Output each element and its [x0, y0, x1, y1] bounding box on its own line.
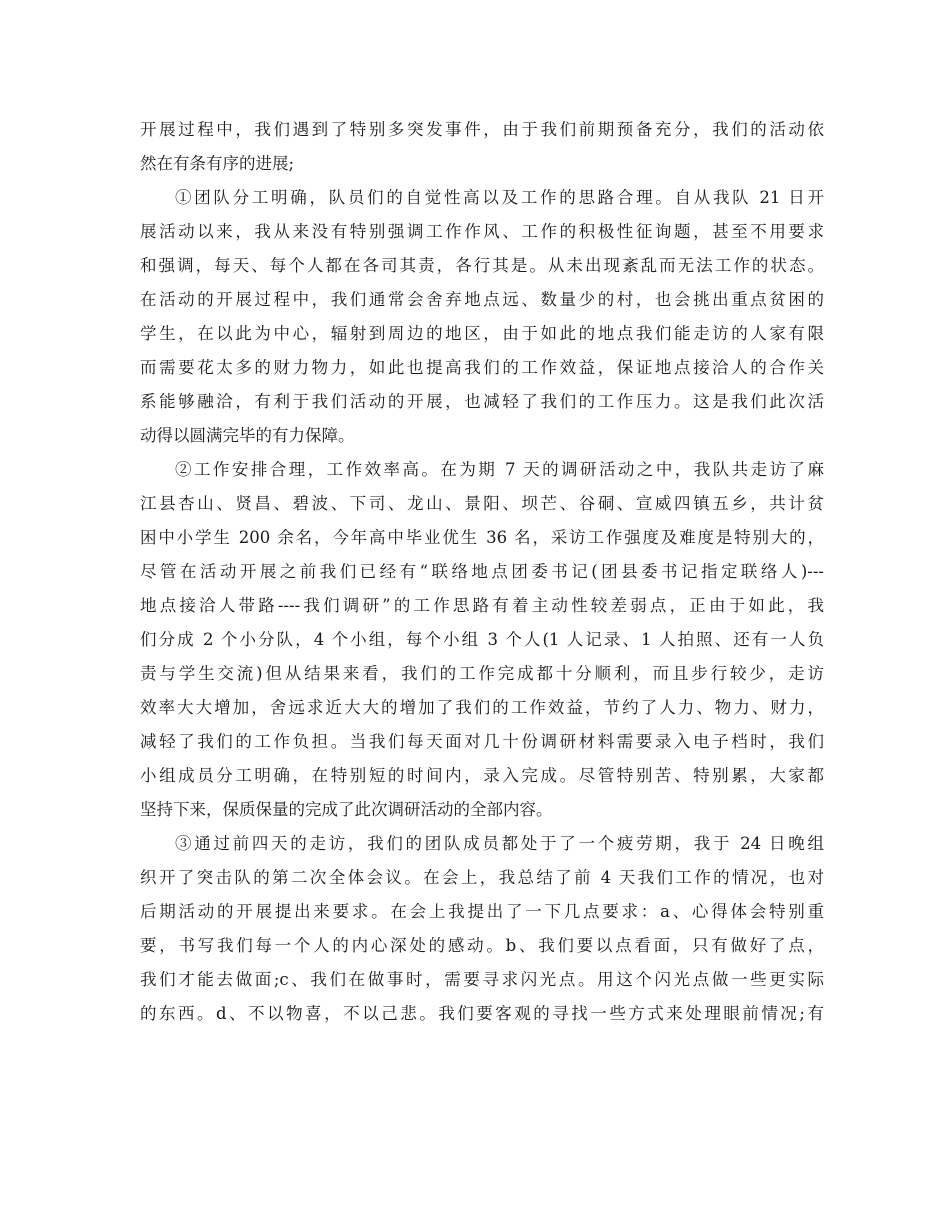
- text-line: 而需要花太多的财力物力，如此也提高我们的工作效益，保证地点接洽人的合作关: [140, 358, 824, 377]
- paragraph-first-line: ①团队分工明确，队员们的自觉性高以及工作的思路合理。自从我队 21 日开: [175, 188, 824, 207]
- text-line: 江县杏山、贤昌、碧波、下司、龙山、景阳、坝芒、谷硐、宣威四镇五乡，共计贫: [140, 494, 824, 513]
- text-line: 展活动以来，我从来没有特别强调工作作风、工作的积极性征询题，甚至不用要求: [140, 222, 824, 241]
- text-line: 责与学生交流)但从结果来看，我们的工作完成都十分顺利，而且步行较少，走访: [140, 664, 824, 683]
- text-line: 地点接洽人带路----我们调研”的工作思路有着主动性较差弱点，正由于如此，我: [140, 596, 824, 615]
- text-line: 学生，在以此为中心，辐射到周边的地区，由于如此的地点我们能走访的人家有限: [140, 324, 824, 343]
- text-line: 小组成员分工明确，在特别短的时间内，录入完成。尽管特别苦、特别累，大家都: [140, 766, 824, 785]
- text-line: 在活动的开展过程中，我们通常会舍弃地点远、数量少的村，也会挑出重点贫困的: [140, 290, 824, 309]
- text-line: 然在有条有序的进展;: [140, 154, 295, 173]
- text-line: 我们才能去做面;c、我们在做事时，需要寻求闪光点。用这个闪光点做一些更实际: [140, 970, 824, 989]
- text-line: 效率大大增加，舍远求近大大的增加了我们的工作效益，节约了人力、物力、财力，: [140, 698, 824, 717]
- text-line: 动得以圆满完毕的有力保障。: [140, 426, 355, 445]
- paragraph-first-line: ③通过前四天的走访，我们的团队成员都处于了一个疲劳期，我于 24 日晚组: [175, 834, 824, 853]
- text-line: 减轻了我们的工作负担。当我们每天面对几十份调研材料需要录入电子档时，我们: [140, 732, 824, 751]
- text-line: 尽管在活动开展之前我们已经有“联络地点团委书记(团县委书记指定联络人)---: [140, 562, 824, 581]
- text-line: 开展过程中，我们遇到了特别多突发事件，由于我们前期预备充分，我们的活动依: [140, 120, 824, 139]
- paragraph-first-line: ②工作安排合理，工作效率高。在为期 7 天的调研活动之中，我队共走访了麻: [175, 460, 824, 479]
- text-line: 们分成 2 个小分队，4 个小组，每个小组 3 个人(1 人记录、1 人拍照、还有一人负: [140, 630, 824, 649]
- text-line: 的东西。d、不以物喜，不以己悲。我们要客观的寻找一些方式来处理眼前情况;有: [140, 1004, 824, 1023]
- text-line: 要，书写我们每一个人的内心深处的感动。b、我们要以点看面，只有做好了点，: [140, 936, 824, 955]
- text-line: 后期活动的开展提出来要求。在会上我提出了一下几点要求：a、心得体会特别重: [140, 902, 824, 921]
- text-line: 和强调，每天、每个人都在各司其责，各行其是。从未出现紊乱而无法工作的状态。: [140, 256, 824, 275]
- text-line: 困中小学生 200 余名，今年高中毕业优生 36 名，采访工作强度及难度是特别大的，: [140, 528, 824, 547]
- text-line: 坚持下来，保质保量的完成了此次调研活动的全部内容。: [140, 800, 553, 819]
- text-line: 系能够融洽，有利于我们活动的开展，也减轻了我们的工作压力。这是我们此次活: [140, 392, 824, 411]
- text-line: 织开了突击队的第二次全体会议。在会上，我总结了前 4 天我们工作的情况，也对: [140, 868, 824, 887]
- document-body: [140, 113, 824, 1031]
